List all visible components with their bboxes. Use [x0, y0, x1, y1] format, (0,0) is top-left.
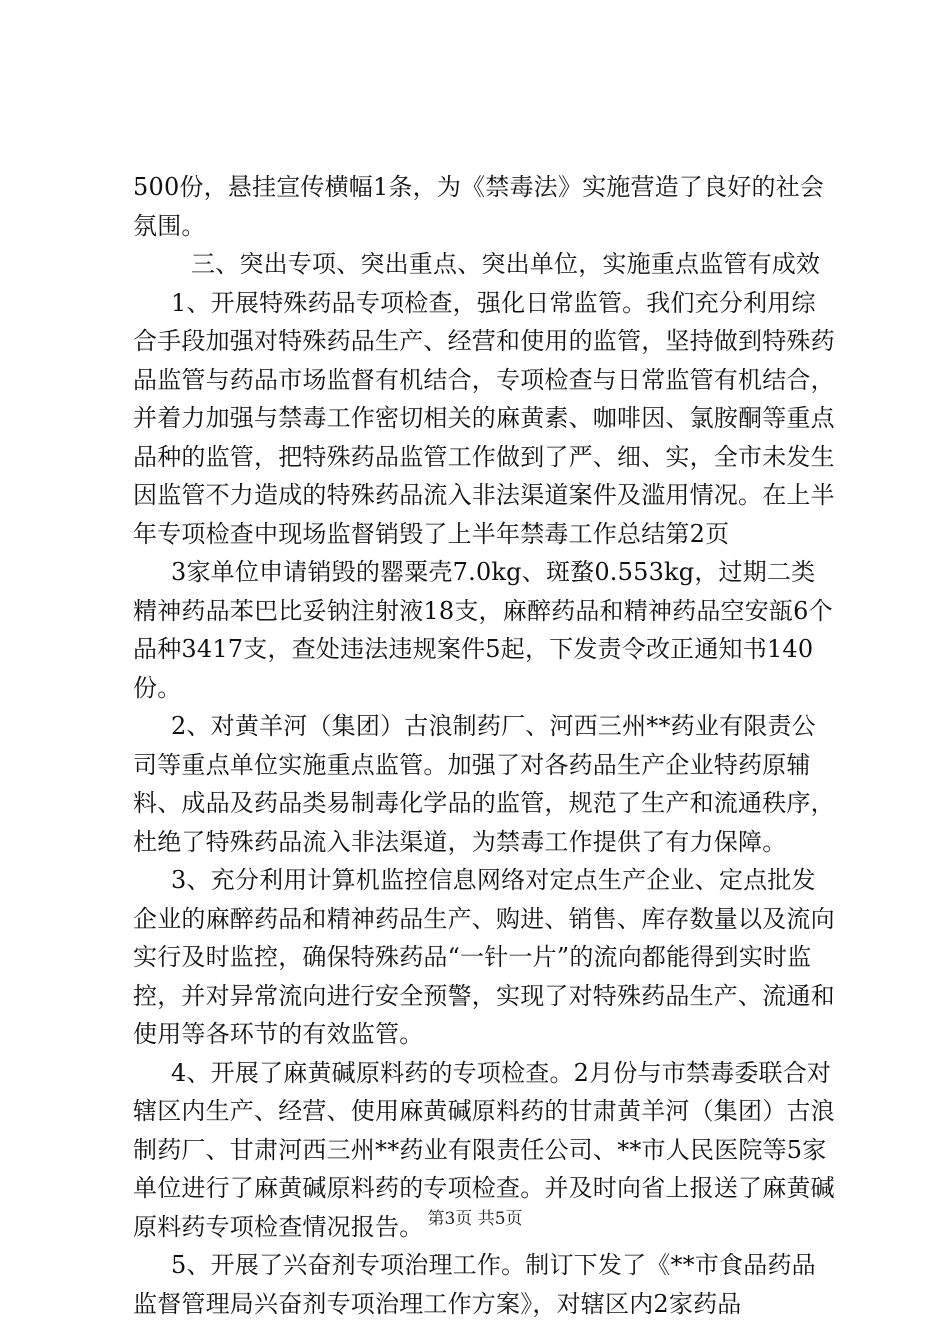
page-footer: 第3页 共5页 [427, 1209, 523, 1229]
section-heading-three: 三、突出专项、突出重点、突出单位，实施重点监管有成效 [191, 250, 821, 278]
paragraph-item-1: 1、开展特殊药品专项检查，强化日常监管。我们充分利用综合手段加强对特殊药品生产、经营和使用的监管，坚持做到特殊药品监管与药品市场监督有机结合，专项检查与日常监管有机结合，并着力加强与禁毒工作密切相关的麻黄素、咖啡因、氯胺酮等重点品种的监管，把特殊药品监管工作做到了严、细、实，全市未发生因监管不力造成的特殊药品流入非法渠道案件及滥用情况。在上半年专项检查中现场监督销毁了上半年禁毒工作总结第2页 [133, 288, 835, 548]
paragraph-item-4: 4、开展了麻黄碱原料药的专项检查。2月份与市禁毒委联合对辖区内生产、经营、使用麻黄碱原料药的甘肃黄羊河（集团）古浪制药厂、甘肃河西三州**药业有限责任公司、**市人民医院等5家单位进行了麻黄碱原料药的专项检查。并及时向省上报送了麻黄碱原料药专项检查情况报告。 [133, 1058, 835, 1241]
paragraph-continuation: 500份，悬挂宣传横幅1条，为《禁毒法》实施营造了良好的社会氛围。 [133, 173, 825, 240]
document-body [133, 168, 837, 1323]
paragraph-item-1-continued: 3家单位申请销毁的罂粟壳7.0kg、斑蝥0.553kg，过期二类精神药品苯巴比妥钠注射液18支，麻醉药品和精神药品空安瓿6个品种3417支，查处违法违规案件5起，下发责令改正通知书140份。 [133, 558, 833, 702]
paragraph-item-2: 2、对黄羊河（集团）古浪制药厂、河西三州**药业有限责公司等重点单位实施重点监管。加强了对各药品生产企业特药原辅料、成品及药品类易制毒化学品的监管，规范了生产和流通秩序，杜绝了特殊药品流入非法渠道，为禁毒工作提供了有力保障。 [133, 712, 835, 856]
paragraph-item-3: 3、充分利用计算机监控信息网络对定点生产企业、定点批发企业的麻醉药品和精神药品生产、购进、销售、库存数量以及流向实行及时监控，确保特殊药品“一针一片”的流向都能得到实时监控，并对异常流向进行安全预警，实现了对特殊药品生产、流通和使用等各环节的有效监管。 [133, 866, 835, 1048]
paragraph-item-5: 5、开展了兴奋剂专项治理工作。制订下发了《**市食品药品监督管理局兴奋剂专项治理工作方案》，对辖区内2家药品 [133, 1251, 816, 1318]
